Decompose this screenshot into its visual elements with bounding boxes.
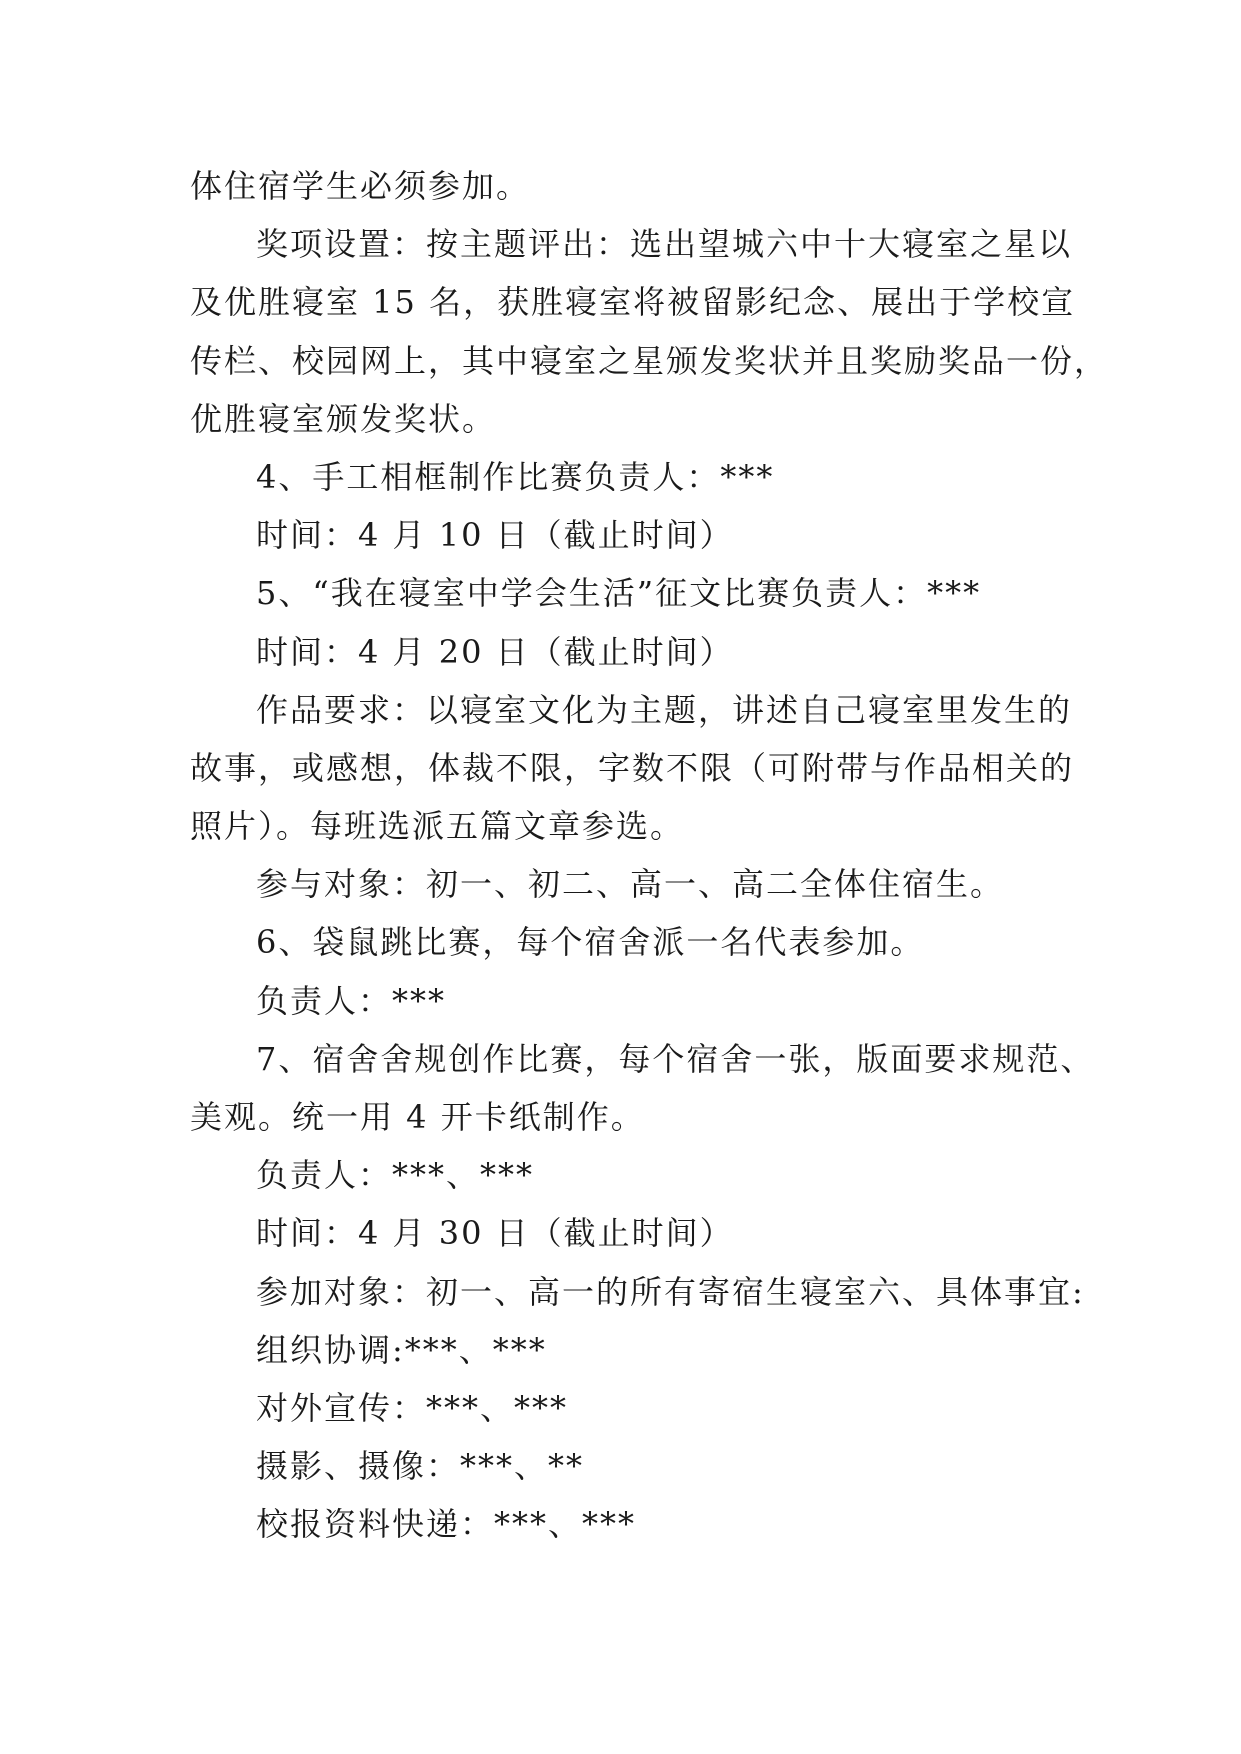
text-line: 时间：4 月 20 日（截止时间） — [256, 632, 734, 671]
text-line: 参与对象：初一、初二、高一、高二全体住宿生。 — [256, 865, 1005, 904]
text-line: 作品要求：以寝室文化为主题，讲述自己寝室里发生的 — [256, 690, 1073, 729]
text-line: 照片）。每班选派五篇文章参选。 — [190, 807, 685, 846]
text-line: 对外宣传：***、*** — [256, 1388, 569, 1427]
text-line: 体住宿学生必须参加。 — [190, 167, 531, 205]
text-line: 校报资料快递：***、*** — [256, 1505, 637, 1544]
document-body — [190, 157, 1109, 1554]
text-line: 5、“我在寝室中学会生活”征文比赛负责人：*** — [256, 574, 982, 613]
text-line: 优胜寝室颁发奖状。 — [190, 399, 497, 438]
text-line: 奖项设置：按主题评出：选出望城六中十大寝室之星以 — [256, 225, 1073, 264]
text-line: 负责人：***、*** — [256, 1156, 535, 1195]
text-line: 故事，或感想，体裁不限，字数不限（可附带与作品相关的 — [190, 748, 1075, 787]
text-line: 传栏、校园网上，其中寝室之星颁发奖状并且奖励奖品一份， — [190, 341, 1109, 380]
text-line: 参加对象：初一、高一的所有寄宿生寝室六、具体事宜: — [256, 1272, 1085, 1311]
text-line: 及优胜寝室 15 名，获胜寝室将被留影纪念、展出于学校宣 — [190, 283, 1076, 322]
text-line: 7、宿舍舍规创作比赛，每个宿舍一张，版面要求规范、 — [256, 1039, 1095, 1078]
text-line: 时间：4 月 10 日（截止时间） — [256, 516, 734, 555]
text-line: 组织协调:***、*** — [256, 1330, 547, 1369]
text-line: 6、袋鼠跳比赛，每个宿舍派一名代表参加。 — [256, 923, 925, 962]
text-line: 时间：4 月 30 日（截止时间） — [256, 1214, 734, 1253]
text-line: 负责人：*** — [256, 981, 447, 1020]
text-line: 美观。统一用 4 开卡纸制作。 — [190, 1098, 645, 1136]
text-line: 摄影、摄像：***、** — [256, 1447, 585, 1486]
text-line: 4、手工相框制作比赛负责人：*** — [256, 457, 775, 496]
